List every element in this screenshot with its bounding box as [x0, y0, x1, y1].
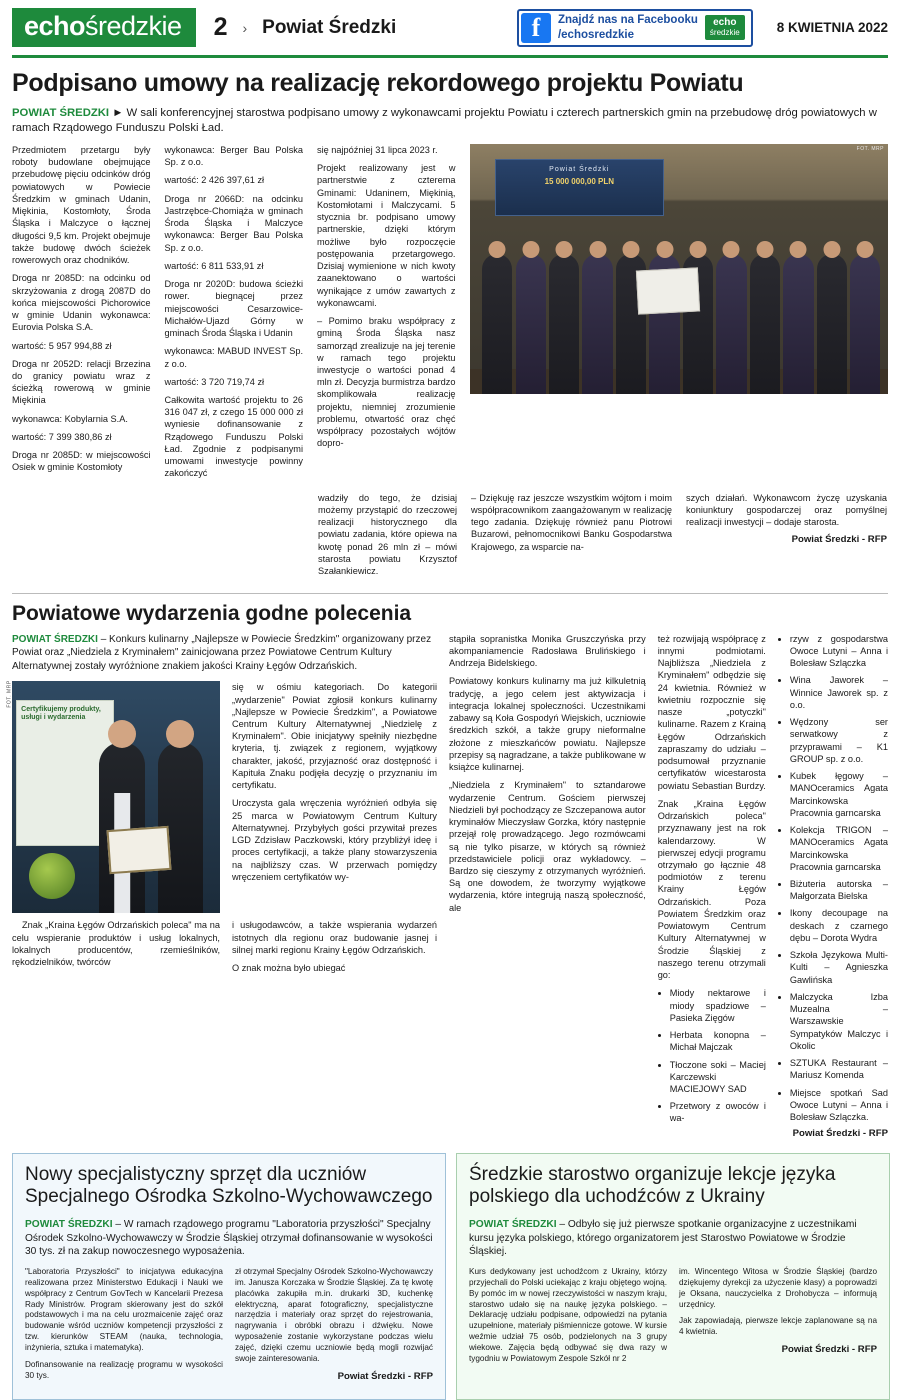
list-item: • Herbata konopna – Michał Majczak: [670, 1029, 766, 1053]
masthead: [0, 0, 900, 53]
list-item: • Przetwory z owoców i wa-: [670, 1100, 766, 1124]
section-divider: [12, 593, 888, 594]
box-left-col-2: [235, 1267, 433, 1387]
article-events: [0, 602, 900, 1141]
facebook-mini-logo: [705, 15, 745, 40]
box-left-lead: [25, 1218, 433, 1259]
box-right-kicker: POWIAT ŚREDZKI: [469, 1218, 557, 1230]
paragraph: "Laboratoria Przyszłości" to inicjatywa edukacyjna realizowana przez Ministerstwo Edukacji i Nauki we współpracy z Centrum GovTech w Kancelarii Prezesa Rady Ministrów. Program skierowany jest do szkół podstawowych i ma na celu urozmaicenie zajęć oraz budowanie wśród uczniów kompetencji przyszłości z tzw. kierunków STEAM (nauka, technologia, inżynieria, sztuka i matematyka).: [25, 1267, 223, 1352]
main-signature: Powiat Średzki - RFP: [791, 534, 887, 546]
list-item: • Szkoła Językowa Multi-Kulti – Agnieszka Gawlińska: [790, 949, 888, 986]
main-top-block: [12, 144, 888, 486]
paragraph: się najpóźniej 31 lipca 2023 r.: [317, 145, 438, 155]
masthead-rule: [12, 55, 888, 58]
events-photo-row: [6, 680, 437, 913]
photo-person: [750, 254, 780, 394]
paragraph: się w ośmiu kategoriach. Do kategorii „wydarzenie" Powiat zgłosił konkurs kulinarny „Najlepsze w Powiecie Średzkim", a Powiatowe Centrum Kultury Alternatywnej „Niedzielę z Kryminałem". Obie inicjatywy spełniły niezbędne kryteria, tj. związek z regionem, wyjątkowy charakter, jakość, przyjazność oraz dostępność i Kapituła Znaku podjęła decyzję o przyznaniu im certyfikatu.: [232, 682, 437, 791]
list-item: • SZTUKA Restaurant – Mariusz Komenda: [790, 1057, 888, 1081]
list-item: • Biżuteria autorska – Małgorzata Bielska: [790, 878, 888, 902]
box-right-lead: [469, 1218, 877, 1259]
paragraph: Dofinansowanie na realizację programu w wysokości 30 tys.: [25, 1359, 223, 1380]
list-item: • Wędzony ser serwatkowy z przyprawami – K1 GROUP sp. z o.o.: [790, 716, 888, 765]
main-article-photo: [470, 144, 889, 394]
facebook-text: [558, 13, 698, 42]
main-bottom-block: [12, 492, 888, 584]
paragraph: wykonawca: Kobylarnia S.A.: [12, 413, 128, 424]
box-right-col-1: [469, 1267, 667, 1370]
award-photo-illustration: [12, 681, 220, 913]
paragraph: wartość: 2 426 397,61 zł: [164, 175, 265, 186]
award-logo-circle: [29, 853, 75, 899]
box-school-equipment: [12, 1153, 446, 1400]
box-left-kicker: POWIAT ŚREDZKI: [25, 1218, 113, 1230]
photo-banner-line2: 15 000 000,00 PLN: [544, 177, 614, 186]
box-left-lead-text: – W ramach rządowego programu "Laboratoria przyszłości" Specjalny Ośrodek Szkolno-Wychowawczy w Środzie Śląskiej otrzymał dofinansowanie w wysokości 30 tys. zł na zakup nowoczesnego wyposażenia.: [25, 1218, 433, 1258]
main-lead-text: ► W sali konferencyjnej starostwa podpisano umowy z wykonawcami projektu Powiatu i czterech partnerskich gmin na przebudowę dróg powiatowych w ramach Rządowego Funduszu Polski Ład.: [12, 106, 877, 134]
logo-light: średzkie: [85, 11, 182, 41]
mini-logo-top: echo: [713, 17, 737, 29]
paragraph: Całkowita wartość projektu to 26 316 047 zł, z czego 15 000 000 zł wyniesie dofinansowanie z Rządowego Funduszu Polski Ład. Zgodnie z podpisanymi umowami inwestycje powinny zakończyć: [164, 394, 303, 479]
paragraph: wartość: 5 957 994,88 zł: [12, 340, 112, 351]
paragraph: Uroczysta gala wręczenia wyróżnień odbyła się 25 marca w Powiatowym Centrum Kultury Alternatywnej. Przybyłych gości przywitał prezes LGD Zdzisław Paczkowski, który przybliżył ideę i proces certyfikacji, a także plany stowarzyszenia na najbliższy czas. W przerwach pomiędzy wręczeniem certyfikatów wy-: [232, 798, 437, 882]
list-item: • Kubek łęgowy – MANOceramics Agata Marcinkowska Pracownia garncarska: [790, 770, 888, 819]
events-photo: [6, 680, 220, 913]
photo-person: [482, 254, 512, 394]
paragraph: Powiatowy konkurs kulinarny ma już kilkuletnią tradycję, a jego celem jest aktywizacja i integracja lokalnej społeczności. Uczestnikami zabawy są Koła Gospodyń Wiejskich, uczniowie średzkich szkół, a także grupy nieformalne złożone z mieszkańców powiatu. Najlepsze przepisy są nagradzane, a także publikowane w książce kulinarnej.: [449, 676, 646, 773]
newspaper-logo: [12, 8, 196, 47]
paragraph: im. Wincentego Witosa w Środzie Śląskiej (bardzo dziękujemy dyrekcji za użyczenie klasy) a poprowadzi je Oksana, nauczycielka z Drohobycza – informują urzędnicy.: [679, 1267, 877, 1309]
photo-certificate: [636, 267, 700, 314]
box-right-columns: [469, 1267, 877, 1370]
events-photo-credit: FOT. MRP: [6, 680, 13, 708]
box-left-columns: [25, 1267, 433, 1387]
paragraph: – Dziękuję raz jeszcze wszystkim wójtom i moim współpracownikom zaangażowanym w realizację tego zadania. Dziękuję również panu Piotrowi Buzarowi, pełnomocnikowi Banku Gospodarstwa Krajowego, za wsparcie na-: [471, 492, 672, 552]
photo-banner: [495, 159, 664, 216]
events-signature: Powiat Średzki - RFP: [792, 1128, 888, 1140]
paragraph: Droga nr 2085D: na odcinku od skrzyżowania z drogą 2087D do końca miejscowości Pichorowice w gminie Udanin wykonawca: Eurovia Polska S.A.: [12, 273, 151, 333]
paragraph: Jak zapowiadają, pierwsze lekcje zaplanowane są na 4 kwietnia.: [679, 1316, 877, 1337]
photo-person: [582, 254, 612, 394]
paragraph: – Pomimo braku współpracy z gminą Środa Śląska nasz samorząd zrealizuje na jej terenie w ramach tego projektu inwestycje o wartości ponad 4 mln zł. Decyzja burmistrza bardzo skomplikowała realizację projektu, niemniej zrozumienie problemu, otwartość oraz chęć współpracy pozostałych wójtów dopro-: [317, 316, 456, 449]
issue-date: 8 KWIETNIA 2022: [776, 20, 888, 35]
breadcrumb-chevron-icon: ›: [242, 19, 248, 36]
paragraph: O znak można było ubiegać: [232, 962, 346, 973]
list-item: • Kolekcja TRIGON – MANOceramics Agata Marcinkowska Pracownia garncarska: [790, 824, 888, 873]
events-col-1b: [232, 919, 437, 980]
events-lead: [12, 633, 437, 674]
paragraph: Droga nr 2020D: budowa ścieżki rower. biegnącej przez miejscowości Cesarzowice-Michałów-Ujazd Górny w gminach Środa Śląska i Udanin: [164, 279, 303, 339]
main-col-6: [686, 492, 887, 584]
paragraph: Projekt realizowany jest w partnerstwie z czterema Gminami: Udaninem, Miękinią, Kostomłotami i Malczycami. 5 stycznia br. podpisano umowy partnerskie, dzięki którym możliwe było rozpoczęcie postępowania przetargowego. Dzisiaj wymienione w nich kwoty zaanektowano o wartości wynikające z umów zawartych z wykonawcami.: [317, 163, 456, 308]
main-col-1: [12, 144, 151, 486]
photo-person: [850, 254, 880, 394]
group-photo-illustration: [470, 144, 889, 394]
photo-person: [783, 254, 813, 394]
events-body: [6, 633, 888, 1141]
events-kicker: POWIAT ŚREDZKI: [12, 633, 98, 645]
main-col-4: [318, 492, 457, 584]
paragraph: wartość: 6 811 533,91 zł: [164, 260, 264, 271]
bottom-boxes: [0, 1153, 900, 1400]
paragraph: szych działań. Wykonawcom życzę uzyskania koniunktury gospodarczej oraz pomyślnej realizacji inwestycji – dodaje starosta.: [686, 492, 887, 528]
main-col-3: [317, 144, 456, 486]
paragraph: Droga nr 2052D: relacji Brzezina do granicy powiatu wraz z ścieżką rowerową w gminie Miękinia: [12, 358, 151, 406]
main-col-5: [471, 492, 672, 584]
facebook-promo-box[interactable]: [517, 9, 753, 47]
paragraph: Droga nr 2066D: na odcinku Jastrzębce-Chomiąża w gminach Środa Śląska i Malczyce wykonawca: Berger Bau Polska Sp. z o.o.: [164, 193, 303, 253]
events-bullet-list-1: [658, 987, 766, 1124]
events-col-3: [449, 633, 646, 1141]
photo-person: [516, 254, 546, 394]
main-col-2: [165, 144, 304, 486]
photo-person: [817, 254, 847, 394]
paragraph: „Niedziela z Kryminałem" to sztandarowe wydarzenie Centrum. Gościem pierwszej Niedzieli był pochodzący ze Szczepanowa autor kryminałów Mieczysław Gorzka, który następnie przejął rolę prowadzącego. Jego rozmówcami są nie tylko pisarze, w których są również przedstawiciele policji oraz wykładowcy. – Bardzo się cieszymy z otrzymanych wyróżnień. Są one dowodem, że tworzymy wyjątkowe wydarzenia, które integrują naszą społeczność, ale: [449, 780, 646, 913]
paragraph: Znak „Kraina Łęgów Odrzańskich poleca" ma na celu wspieranie produktów i usług lokalnych, lokalnych producentów, rzemieślników, rękodzielników, twórców: [12, 920, 220, 967]
box-left-signature: Powiat Średzki - RFP: [337, 1370, 433, 1382]
facebook-line1: Znajdź nas na Facebooku: [557, 14, 698, 27]
list-item: • Tłoczone soki – Maciej Karczewski MACIEJOWY SAD: [670, 1059, 766, 1096]
photo-credit: FOT. MRP: [856, 146, 884, 152]
events-col-1: [12, 919, 220, 980]
list-item: • Miody nektarowe i miody spadziowe – Pasieka Zięgów: [670, 987, 766, 1024]
events-lead-text: – Konkurs kulinarny „Najlepsze w Powiecie Średzkim" organizowany przez Powiat oraz „Niedziela z Kryminałem" zainicjowana przez Powiatowe Centrum Kultury Alternatywnej zostały wyróżnione znakiem jakości Krainy Łęgów Odrzańskich.: [12, 633, 432, 672]
photo-person: [716, 254, 746, 394]
photo-banner-line1: Powiat Średzki: [549, 166, 610, 173]
paragraph: Przedmiotem przetargu były roboty budowlane obejmujące przebudowę pięciu odcinków dróg powiatowych w Powiecie Średzkim w gminach Udanin, Miękinia, Kostomłoty, Środa Śląska i Malczyce o łącznej długości 9,5 km. Projekt obejmuje także budowę dwóch ścieżek rowerowych oraz chodników.: [12, 145, 151, 266]
events-headline: Powiatowe wydarzenia godne polecenia: [12, 602, 412, 626]
events-col-4: [658, 633, 766, 1141]
box-left-col-1: [25, 1267, 223, 1387]
main-kicker: POWIAT ŚREDZKI: [12, 106, 110, 119]
paragraph: Droga nr 2085D: w miejscowości Osiek w gminie Kostomłoty: [12, 450, 151, 473]
list-item: • rzyw z gospodarstwa Owoce Lutyni – Anna i Bolesław Szlączka: [790, 633, 888, 670]
events-col-2: [232, 681, 437, 913]
paragraph: Znak „Kraina Łęgów Odrzańskich poleca" przyznawany jest na rok kalendarzowy. W pierwszej edycji programu otrzymało go łącznie 48 podmiotów z terenu Krainy Łęgów Odrzańskich. Poza Powiatem Średzkim oraz Powiatowym Centrum Kultury Alternatywnej w Środzie Śląskiej z naszego terenu otrzymali go:: [657, 798, 766, 981]
paragraph: wartość: 3 720 719,74 zł: [164, 376, 265, 387]
list-item: • Ikony decoupage na deskach z czarnego dębu – Dorota Wydra: [790, 907, 888, 944]
box-polish-lessons: [456, 1153, 890, 1400]
paragraph: wykonawca: MABUD INVEST Sp. z o.o.: [164, 346, 303, 369]
box-left-headline: Nowy specjalistyczny sprzęt dla uczniów Specjalnego Ośrodka Szkolno-Wychowawczego: [25, 1163, 433, 1208]
award-certificate: [106, 825, 171, 873]
section-title: Powiat Średzki: [262, 16, 397, 38]
paragraph: też rozwijają współpracę z innymi podmiotami. Najbliższa „Niedziela z Kryminałem" odbędzie się 24 kwietnia. Również w kwietniu rozpocznie się nasze „potyczki" kulinarne. Razem z Krainą Łęgów Odrzańskich zapraszamy do udziału – podsumował przyznanie certyfikatów wicestarosta powiatu Sebastian Burdzy.: [657, 633, 766, 791]
paragraph: stąpiła sopranistka Monika Gruszczyńska przy akompaniamencie Radosława Brulińskiego i Andrzeja Bidelskiego.: [449, 633, 646, 669]
events-left: [6, 633, 437, 1141]
award-banner-text: Certyfikujemy produkty, usługi i wydarzenia: [21, 705, 101, 722]
logo-bold: echo: [24, 11, 86, 41]
main-spacer: [12, 492, 304, 584]
facebook-line2: /echosredzkie: [557, 28, 635, 41]
paragraph: zł otrzymał Specjalny Ośrodek Szkolno-Wychowawczy im. Janusza Korczaka w Środzie Śląskiej. Za tę kwotę placówka zakupiła m.in. drukarki 3D, kuchenkę elektryczną, aparat fotograficzny, specjalistyczne narzędzia i materiały oraz sprzęt do rejestrowania, nagrywania i obróbki obrazu i dźwięku. Nowe wyposażenie zostanie wykorzystane podczas wielu zajęć, dzięki czemu uczniowie będą mogli rozwijać swoje zainteresowania.: [235, 1267, 433, 1363]
events-bullet-list-2: [778, 633, 888, 1123]
paragraph: wartość: 7 399 380,86 zł: [12, 431, 112, 442]
page-number: 2: [213, 13, 228, 41]
main-headline: Podpisano umowy na realizację rekordowego projektu Powiatu: [12, 69, 744, 97]
paragraph: wadziły do tego, że dzisiaj możemy przystąpić do rzeczowej realizacji historycznego dla powiatu zadania, które opiewa na kwotę ponad 26 mln zł – mówi starosta powiatu Krzysztof Szałankiewicz.: [318, 492, 457, 577]
box-right-lead-text: – Odbyło się już pierwsze spotkanie organizacyjne z uczestnikami kursu języka polskiego, którego organizatorem jest Starostwo Powiatowe w Środzie Śląskiej.: [469, 1218, 857, 1258]
events-col1-row: [12, 919, 437, 980]
paragraph: Kurs dedykowany jest uchodźcom z Ukrainy, którzy przyjechali do Polski uciekając z kraju objętego wojną. By pomóc im w nowej rzeczywistości w naszym kraju, starostwo udało się na naukę języka polskiego. – Deklarację udziału podpisane, odpowiedzi na pytania uzupełnione, materiały piśmiennicze gotowe. W kursie weźmie udział 75 osób, podzielonych na 3 grupy wiekowe. Zajęcia będą odbywać się dwa razy w tygodniu w Powiatowym Zespole Szkół nr 2: [469, 1267, 667, 1363]
main-lead: [12, 106, 888, 137]
box-right-signature: Powiat Średzki - RFP: [781, 1344, 877, 1356]
box-right-headline: Średzkie starostwo organizuje lekcje języka polskiego dla uchodźców z Ukrainy: [469, 1163, 836, 1208]
photo-person: [549, 254, 579, 394]
events-col-5: [778, 633, 888, 1141]
facebook-icon: f: [521, 13, 551, 43]
article-main: [0, 70, 900, 583]
list-item: • Wina Jaworek – Winnice Jaworek sp. z o.o.: [790, 674, 888, 711]
mini-logo-bottom: średzkie: [709, 27, 740, 37]
list-item: • Malczycka Izba Muzealna – Warszawskie Sympatyków Malczyc i Okolic: [790, 991, 888, 1052]
list-item: • Miejsce spotkań Sad Owoce Lutyni – Anna i Bolesław Szlączka.: [790, 1087, 888, 1124]
paragraph: i usługodawców, a także wspierania wydarzeń istotnych dla regionu oraz budowanie jasnej i silnej marki regionu Krainy Łęgów Odrzańskich.: [232, 920, 437, 955]
box-right-col-2: [679, 1267, 877, 1370]
paragraph: wykonawca: Berger Bau Polska Sp. z o.o.: [164, 145, 303, 168]
